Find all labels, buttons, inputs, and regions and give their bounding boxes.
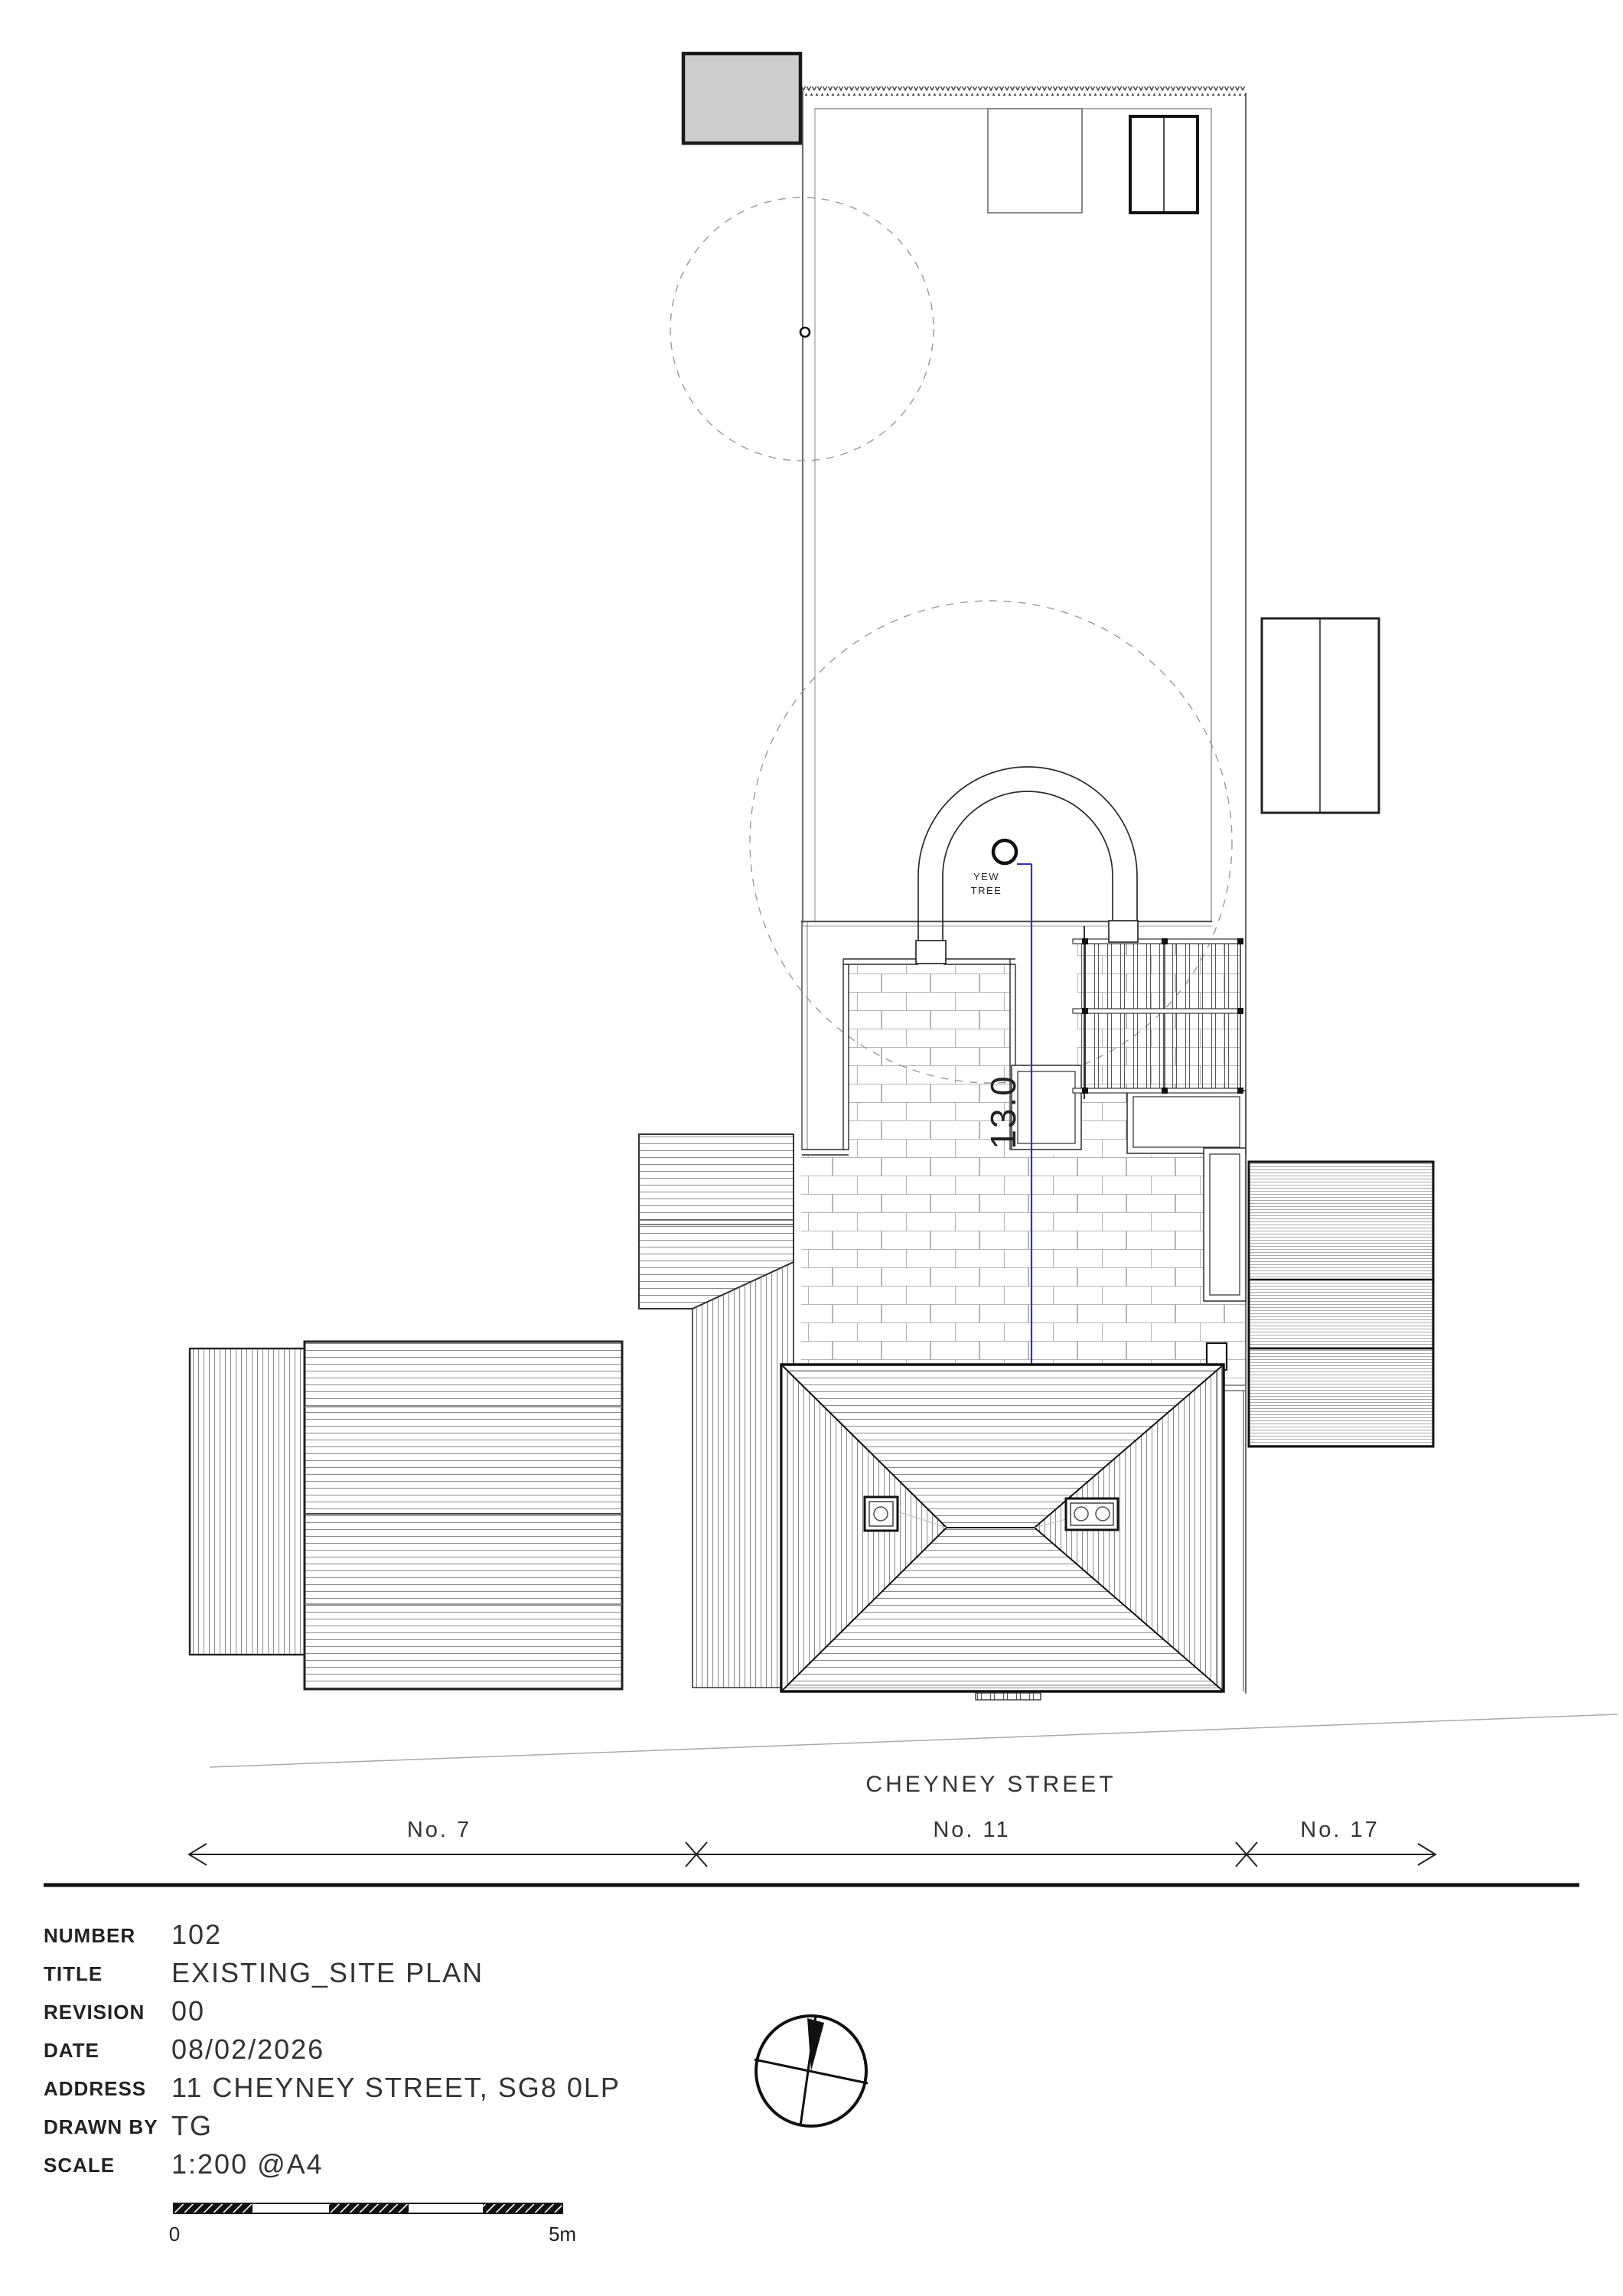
yew-tree-label-line2: TREE xyxy=(970,885,1002,896)
title-block-value-scale: 1:200 @A4 xyxy=(171,2148,324,2180)
right-side-room xyxy=(1204,1148,1246,1301)
title-block xyxy=(44,1919,621,2180)
no17-building xyxy=(1249,1162,1433,1446)
grey-shed xyxy=(683,54,800,143)
frontage-label-no11: No. 11 xyxy=(933,1818,1011,1842)
trellis-slats xyxy=(1077,944,1241,1089)
frontage-dimension-line xyxy=(189,1842,1436,1867)
no11-hipped-roof xyxy=(781,1365,1224,1700)
right-rear-room xyxy=(1127,1091,1246,1153)
yew-tree-symbol xyxy=(993,840,1016,863)
front-door-step xyxy=(976,1693,1041,1700)
street-name-label: CHEYNEY STREET xyxy=(865,1772,1116,1797)
garden-shed xyxy=(988,109,1082,213)
title-block-label-drawnby: DRAWN BY xyxy=(44,2115,158,2138)
title-block-label-revision: REVISION xyxy=(44,2001,145,2024)
scale-bar xyxy=(169,2203,576,2245)
title-block-value-address: 11 CHEYNEY STREET, SG8 0LP xyxy=(171,2072,621,2103)
scale-bar-end-label: 5m xyxy=(548,2223,577,2245)
title-block-label-number: NUMBER xyxy=(44,1924,136,1947)
main-patio-paving xyxy=(801,1156,1217,1368)
street-kerb-line xyxy=(210,1714,1618,1767)
title-block-label-scale: SCALE xyxy=(44,2154,116,2177)
frontage-label-no17: No. 17 xyxy=(1300,1818,1380,1842)
no7-main-roof xyxy=(305,1342,622,1689)
title-block-value-date: 08/02/2026 xyxy=(171,2033,325,2065)
frontage-label-no7: No. 7 xyxy=(406,1818,472,1842)
chimney-left xyxy=(865,1497,898,1531)
title-block-label-date: DATE xyxy=(44,2039,99,2062)
garden-arch-wall xyxy=(916,767,1138,964)
no7-annex-roof xyxy=(190,1349,305,1655)
title-block-label-address: ADDRESS xyxy=(44,2077,147,2100)
fence-zigzag-line xyxy=(800,86,1246,96)
trellis xyxy=(1073,926,1243,1099)
north-arrow-icon xyxy=(754,2016,868,2126)
title-block-value-number: 102 xyxy=(171,1919,223,1950)
title-block-value-revision: 00 xyxy=(171,1995,206,2027)
title-block-label-title: TITLE xyxy=(44,1962,103,1985)
title-block-value-title: EXISTING_SITE PLAN xyxy=(171,1957,484,1988)
garden-dimension-text: 13.0 xyxy=(983,1075,1023,1150)
extension-left-wall xyxy=(843,959,849,1150)
tree-trunk-marker xyxy=(800,328,810,337)
scale-bar-zero-label: 0 xyxy=(168,2223,181,2245)
title-block-value-drawnby: TG xyxy=(171,2110,213,2141)
greenhouse xyxy=(1130,116,1198,213)
chimney-right xyxy=(1066,1499,1118,1530)
yew-tree-label-line1: YEW xyxy=(973,871,1000,882)
no9-angled-roof xyxy=(693,1262,794,1688)
right-outbuilding xyxy=(1262,618,1379,813)
corridor-bottom-wall xyxy=(802,1150,849,1155)
